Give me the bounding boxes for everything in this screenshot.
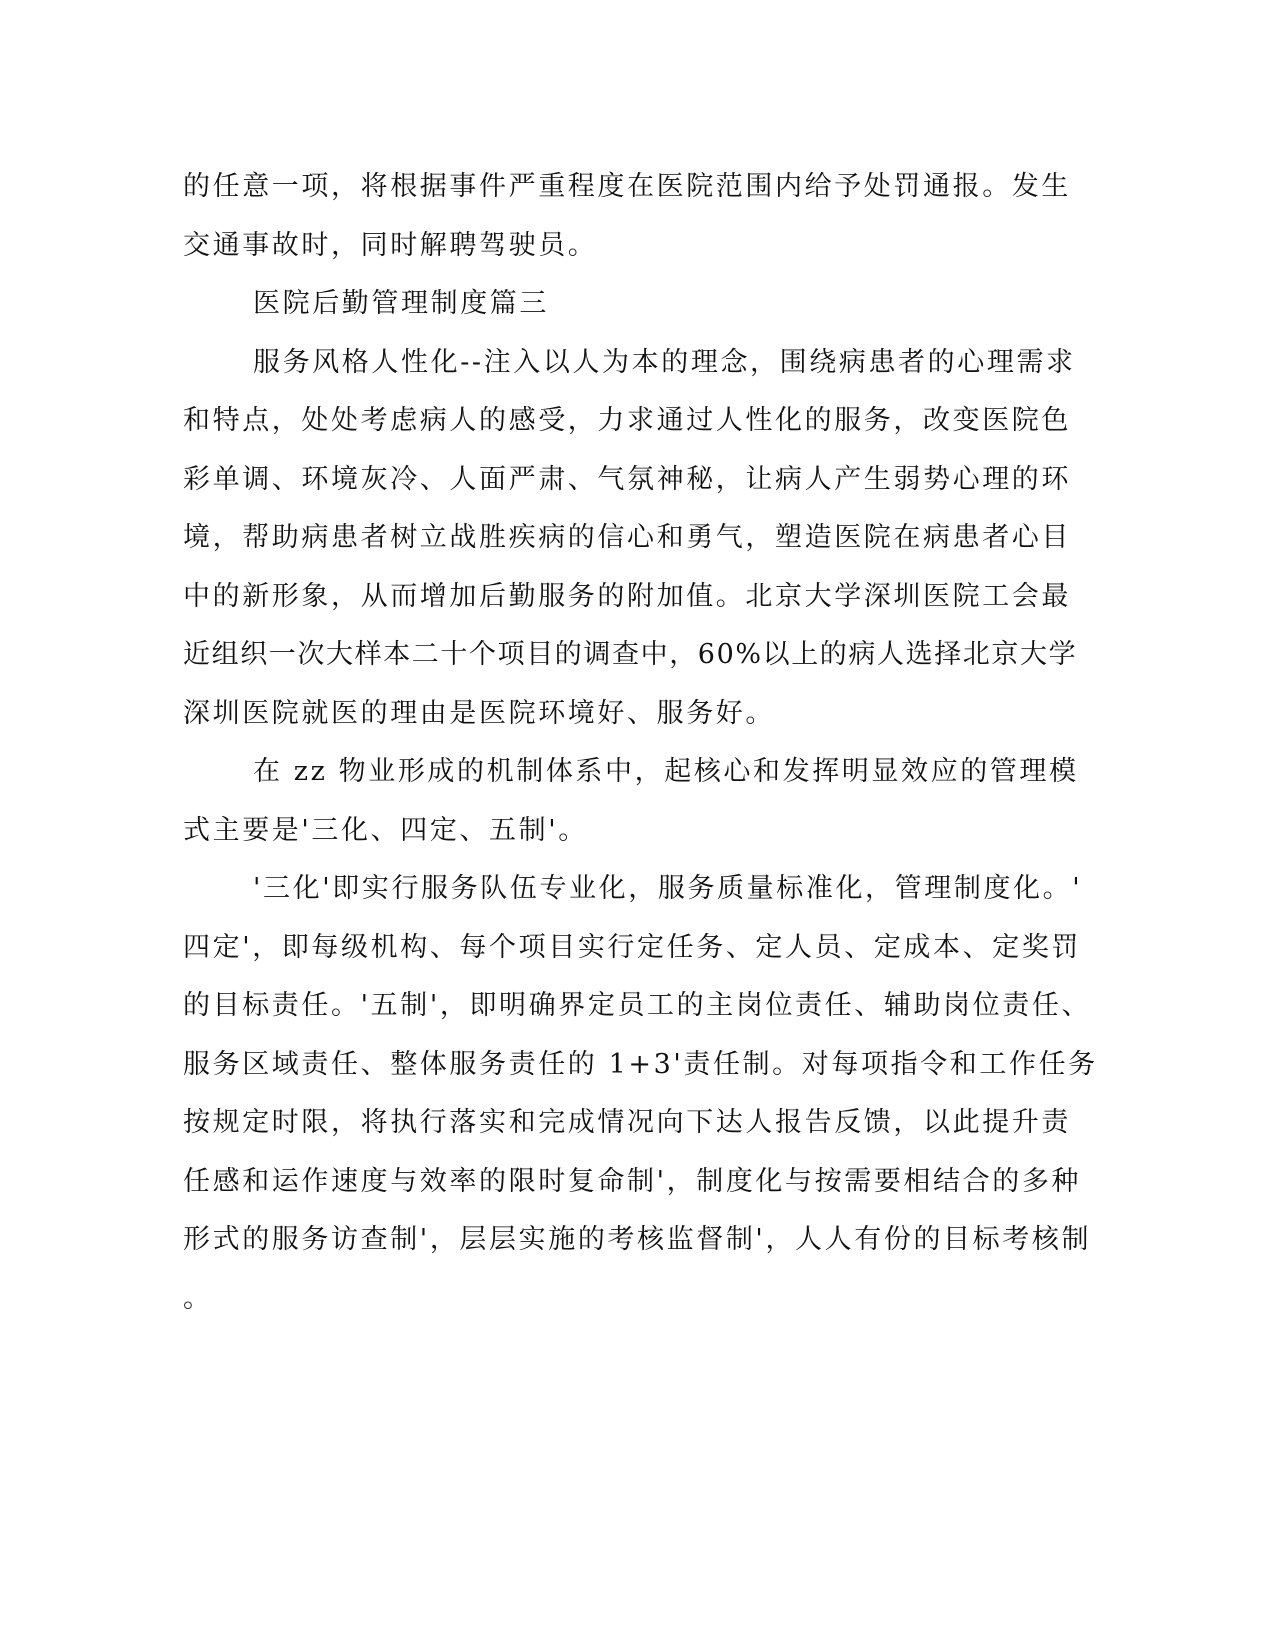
paragraph-line: 境，帮助病患者树立战胜疾病的信心和勇气，塑造医院在病患者心目 [183, 522, 1071, 553]
paragraph-line: 形式的服务访查制'，层层实施的考核监督制'，人人有份的目标考核制 [183, 1224, 1092, 1255]
paragraph-line: 服务区域责任、整体服务责任的 1+3'责任制。对每项指令和工作任务 [183, 1048, 1098, 1080]
document-body [183, 158, 1098, 1328]
paragraph-line: 彩单调、环境灰冷、人面严肃、气氛神秘，让病人产生弱势心理的环 [183, 463, 1071, 495]
paragraph-line: 中的新形象，从而增加后勤服务的附加值。北京大学深圳医院工会最 [183, 580, 1071, 612]
paragraph-line: 四定'，即每级机构、每个项目实行定任务、定人员、定成本、定奖罚 [183, 931, 1082, 963]
paragraph-line: 。 [183, 1282, 213, 1314]
section-heading: 医院后勤管理制度篇三 [253, 288, 549, 319]
paragraph-line: 的目标责任。'五制'，即明确界定员工的主岗位责任、辅助岗位责任、 [183, 990, 1092, 1021]
paragraph-line: '三化'即实行服务队伍专业化，服务质量标准化，管理制度化。' [253, 873, 1083, 904]
paragraph-line: 任感和运作速度与效率的限时复命制'，制度化与按需要相结合的多种 [183, 1165, 1082, 1197]
paragraph-line: 深圳医院就医的理由是医院环境好、服务好。 [183, 697, 775, 729]
paragraph-line: 的任意一项，将根据事件严重程度在医院范围内给予处罚通报。发生 [183, 171, 1071, 202]
paragraph-line: 在 zz 物业形成的机制体系中，起核心和发挥明显效应的管理模 [253, 756, 1079, 787]
paragraph-line: 近组织一次大样本二十个项目的调查中，60%以上的病人选择北京大学 [183, 639, 1078, 670]
paragraph-line: 和特点，处处考虑病人的感受，力求通过人性化的服务，改变医院色 [183, 405, 1071, 436]
paragraph-line: 按规定时限，将执行落实和完成情况向下达人报告反馈，以此提升责 [183, 1107, 1071, 1138]
paragraph-line: 式主要是'三化、四定、五制'。 [183, 814, 588, 846]
paragraph-line: 交通事故时，同时解聘驾驶员。 [183, 229, 598, 261]
paragraph-line: 服务风格人性化--注入以人为本的理念，围绕病患者的心理需求 [253, 346, 1076, 378]
